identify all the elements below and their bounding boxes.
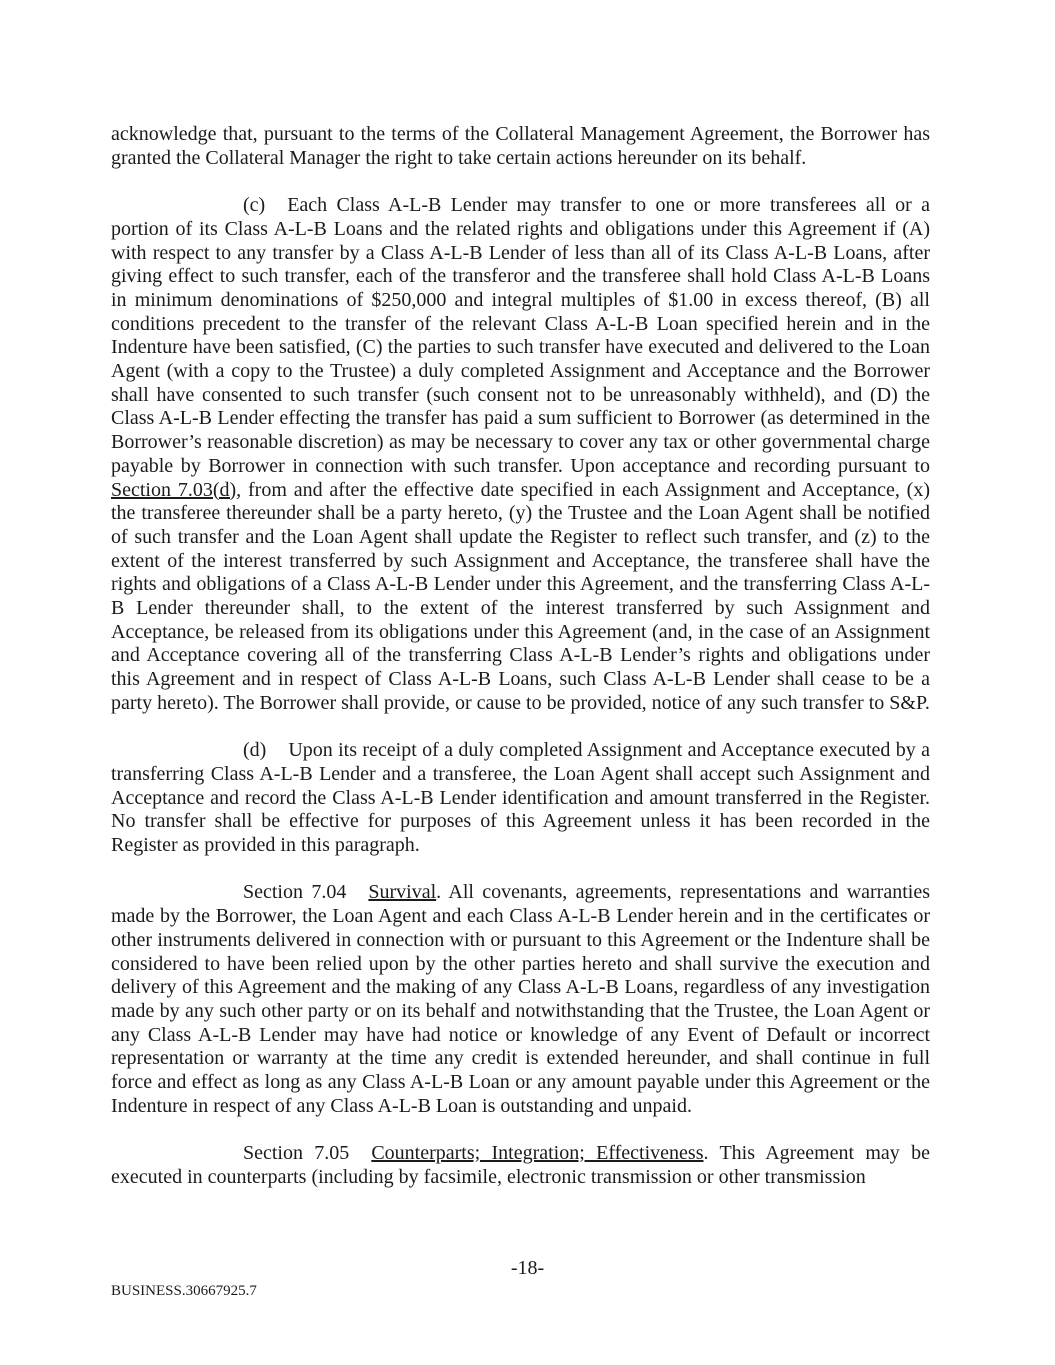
paragraph-section-7-04: [111, 881, 930, 1118]
paragraph-text: Upon its receipt of a duly completed Assignment and Acceptance executed by a transferring Class A-L-B Lender and a transferee, the Loan Agent shall accept such Assignment and Acceptance and record the Class A-L-B Lender identification and amount transferred in the Register. No transfer shall be effective for purposes of this Agreement unless it has been recorded in the Register as provided in this paragraph.: [111, 739, 930, 857]
paragraph-text: Each Class A-L-B Lender may transfer to one or more transferees all or a portion of its Class A-L-B Loans and the related rights and obligations under this Agreement if (A) with respect to any transfer by a Class A-L-B Lender of less than all of its Class A-L-B Loans, after giving effect to such transfer, each of the transferor and the transferee shall hold Class A-L-B Loans in minimum denominations of $250,000 and integral multiples of $1.00 in excess thereof, (B) all conditions precedent to the transfer of the relevant Class A-L-B Loan specified herein and in the Indenture have been satisfied, (C) the parties to such transfer have executed and delivered to the Loan Agent (with a copy to the Trustee) a duly completed Assignment and Acceptance and the Borrower shall have consented to such transfer (such consent not to be unreasonably withheld), and (D) the Class A-L-B Lender effecting the transfer has paid a sum sufficient to Borrower (as determined in the Borrower’s reasonable discretion) as may be necessary to cover any tax or other governmental charge payable by Borrower in connection with such transfer. Upon acceptance and recording pursuant to: [111, 194, 930, 477]
paragraph-text: . This Agreement may be executed in counterparts (including by facsimile, electronic transmission or other transmission: [111, 1142, 931, 1188]
clause-label-c: (c): [243, 194, 266, 217]
paragraph-text: , from and after the effective date specified in each Assignment and Acceptance, (x) the transferee thereunder shall be a party hereto, (y) the Trustee and the Loan Agent shall be notified of such transfer and the Loan Agent shall update the Register to reflect such transfer, and (z) to the extent of the interest transferred by such Assignment and Acceptance, the transferee shall have the rights and obligations of a Class A-L-B Lender under this Agreement, and the transferring Class A-L-B Lender thereunder shall, to the extent of the interest transferred by such Assignment and Acceptance, be released from its obligations under this Agreement (and, in the case of an Assignment and Acceptance covering all of the transferring Class A-L-B Lender’s rights and obligations under this Agreement and in respect of Class A-L-B Loans, such Class A-L-B Lender shall cease to be a party hereto). The Borrower shall provide, or cause to be provided, notice of any such transfer to S&P.: [111, 478, 930, 714]
document-id: BUSINESS.30667925.7: [111, 1283, 257, 1299]
paragraph-text: . All covenants, agreements, representations and warranties made by the Borrower, the Loan Agent and each Class A-L-B Lender herein and in the certificates or other instruments delivered in connection with or pursuant to this Agreement or the Indenture shall be considered to have been relied upon by the other parties hereto and shall survive the execution and delivery of this Agreement and the making of any Class A-L-B Loans, regardless of any investigation made by any such other party or on its behalf and notwithstanding that the Trustee, the Loan Agent or any Class A-L-B Lender may have had notice or knowledge of any Event of Default or incorrect representation or warranty at the time any credit is extended hereunder, and shall continue in full force and effect as long as any Class A-L-B Loan or any amount payable under this Agreement or the Indenture in respect of any Class A-L-B Loan is outstanding and unpaid.: [111, 881, 930, 1117]
paragraph-text: acknowledge that, pursuant to the terms of the Collateral Management Agreement, the Borrower has granted the Collateral Manager the right to take certain actions hereunder on its behalf.: [111, 123, 930, 169]
section-number-7-05: Section 7.05: [243, 1142, 350, 1165]
paragraph-c: [111, 194, 930, 715]
section-number-7-04: Section 7.04: [243, 881, 347, 904]
paragraph-section-7-05: [111, 1142, 930, 1189]
page-number: -18-: [510, 1257, 545, 1279]
section-ref-7-03-d: Section 7.03(d): [111, 478, 237, 501]
clause-label-d: (d): [243, 739, 267, 762]
section-heading-counterparts: Counterparts; Integration; Effectiveness: [371, 1142, 704, 1165]
paragraph-d: [111, 739, 930, 858]
document-content: [111, 123, 930, 1190]
section-heading-survival: Survival: [368, 881, 437, 904]
paragraph-intro-continuation: [111, 123, 930, 170]
